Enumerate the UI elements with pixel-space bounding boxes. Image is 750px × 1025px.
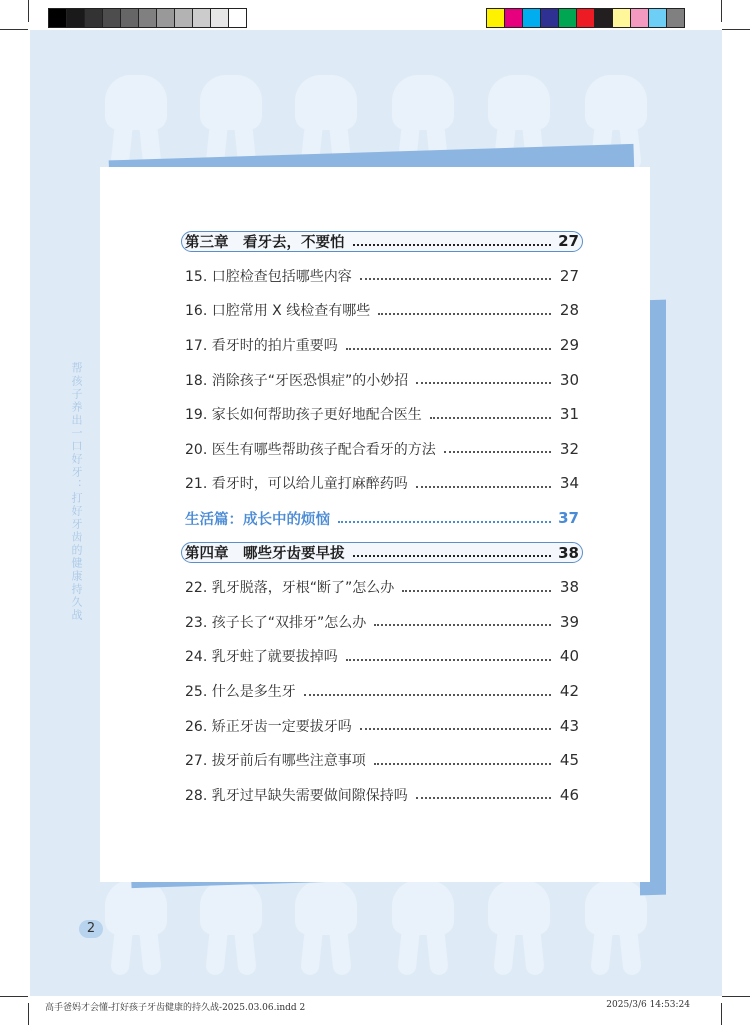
toc-page-number: 42 [559,682,579,701]
color-swatch [522,8,541,28]
toc-label: 20. 医生有哪些帮助孩子配合看牙的方法 [185,441,436,458]
dot-leader [338,520,551,523]
toc-chapter[interactable] [185,224,579,259]
toc-entry[interactable] [185,397,579,432]
crop-mark [721,0,722,22]
toc-page-number: 37 [558,509,579,528]
color-swatch [558,8,577,28]
tooth-icon [200,880,262,975]
color-swatch [138,8,157,28]
color-swatch [192,8,211,28]
toc-page-number: 38 [558,543,579,562]
dot-leader [416,796,551,799]
toc-label: 16. 口腔常用 X 线检查有哪些 [185,303,371,320]
dot-leader [353,554,552,557]
toc-entry[interactable] [185,674,579,709]
dot-leader [304,693,551,696]
toc-label: 17. 看牙时的拍片重要吗 [185,338,338,355]
toc-entry[interactable] [185,708,579,743]
tooth-icon [585,880,647,975]
color-swatch [504,8,523,28]
color-swatch [120,8,139,28]
toc-label: 19. 家长如何帮助孩子更好地配合医生 [185,407,422,424]
color-swatch [576,8,595,28]
toc-label: 生活篇：成长中的烦恼 [185,511,330,528]
color-swatch [648,8,667,28]
toc-entry[interactable] [185,570,579,605]
color-swatch [486,8,505,28]
page-number: 2 [79,920,103,938]
dot-leader [360,727,551,730]
toc-page-number: 39 [559,612,579,631]
toc-section[interactable] [185,501,579,536]
toc-page-number: 28 [559,301,579,320]
toc-label: 25. 什么是多生牙 [185,684,296,701]
dot-leader [346,347,551,350]
toc-label: 第四章 哪些牙齿要早拔 [185,546,345,563]
dot-leader [416,381,551,384]
toc-page-number: 32 [559,439,579,458]
crop-mark [0,996,28,997]
toc-chapter[interactable] [185,535,579,570]
crop-mark [722,996,750,997]
toc-label: 22. 乳牙脱落，牙根“断了”怎么办 [185,580,395,597]
dot-leader [353,243,552,246]
book-side-title: 帮孩子养出一口好牙：打好牙齿的健康持久战 [70,362,83,622]
tooth-icon [105,880,167,975]
color-swatch [174,8,193,28]
dot-leader [444,450,551,453]
color-swatch [630,8,649,28]
toc-entry[interactable] [185,778,579,813]
toc-entry[interactable] [185,605,579,640]
toc-label: 27. 拔牙前后有哪些注意事项 [185,753,366,770]
toc-page-number: 38 [559,578,579,597]
dot-leader [378,312,551,315]
dot-leader [430,416,551,419]
dot-leader [374,762,551,765]
toc-entry[interactable] [185,466,579,501]
toc-label: 18. 消除孩子“牙医恐惧症”的小妙招 [185,372,409,389]
toc-page-number: 30 [559,370,579,389]
toc-page-number: 34 [559,474,579,493]
table-of-contents [185,224,579,812]
color-swatch [228,8,247,28]
dot-leader [360,277,551,280]
toc-label: 21. 看牙时，可以给儿童打麻醉药吗 [185,476,408,493]
color-swatch [84,8,103,28]
color-swatch [48,8,67,28]
toc-page-number: 43 [559,716,579,735]
dot-leader [416,485,551,488]
toc-page-number: 27 [558,232,579,251]
dot-leader [346,658,551,661]
crop-mark [722,29,750,30]
gray-color-bar [48,8,246,28]
timestamp: 2025/3/6 14:53:24 [606,1000,690,1010]
crop-mark [28,0,29,22]
toc-entry[interactable] [185,259,579,294]
color-swatch [612,8,631,28]
color-swatch [594,8,613,28]
tooth-icon [105,75,167,170]
crop-mark [28,1003,29,1025]
dot-leader [374,623,551,626]
crop-mark [721,1003,722,1025]
tooth-icon [488,880,550,975]
toc-entry[interactable] [185,432,579,467]
toc-page-number: 40 [559,647,579,666]
toc-label: 23. 孩子长了“双排牙”怎么办 [185,614,367,631]
toc-entry[interactable] [185,743,579,778]
toc-page-number: 27 [559,266,579,285]
crop-mark [0,29,28,30]
toc-page-number: 31 [559,405,579,424]
toc-page-number: 45 [559,751,579,770]
toc-label: 26. 矫正牙齿一定要拔牙吗 [185,718,352,735]
file-info: 高手爸妈才会懂-打好孩子牙齿健康的持久战-2025.03.06.indd 2 [45,1003,306,1013]
toc-entry[interactable] [185,328,579,363]
toc-page-number: 29 [559,336,579,355]
toc-entry[interactable] [185,362,579,397]
color-swatch [102,8,121,28]
toc-label: 24. 乳牙蛀了就要拔掉吗 [185,649,338,666]
color-swatch [666,8,685,28]
toc-entry[interactable] [185,639,579,674]
tooth-icon [392,880,454,975]
toc-label: 15. 口腔检查包括哪些内容 [185,268,352,285]
cmyk-color-bar [486,8,684,28]
toc-label: 28. 乳牙过早缺失需要做间隙保持吗 [185,787,408,804]
toc-page-number: 46 [559,785,579,804]
dot-leader [402,589,551,592]
toc-label: 第三章 看牙去，不要怕 [185,234,345,251]
color-swatch [66,8,85,28]
color-swatch [210,8,229,28]
tooth-icon [295,880,357,975]
color-swatch [540,8,559,28]
color-swatch [156,8,175,28]
toc-entry[interactable] [185,293,579,328]
